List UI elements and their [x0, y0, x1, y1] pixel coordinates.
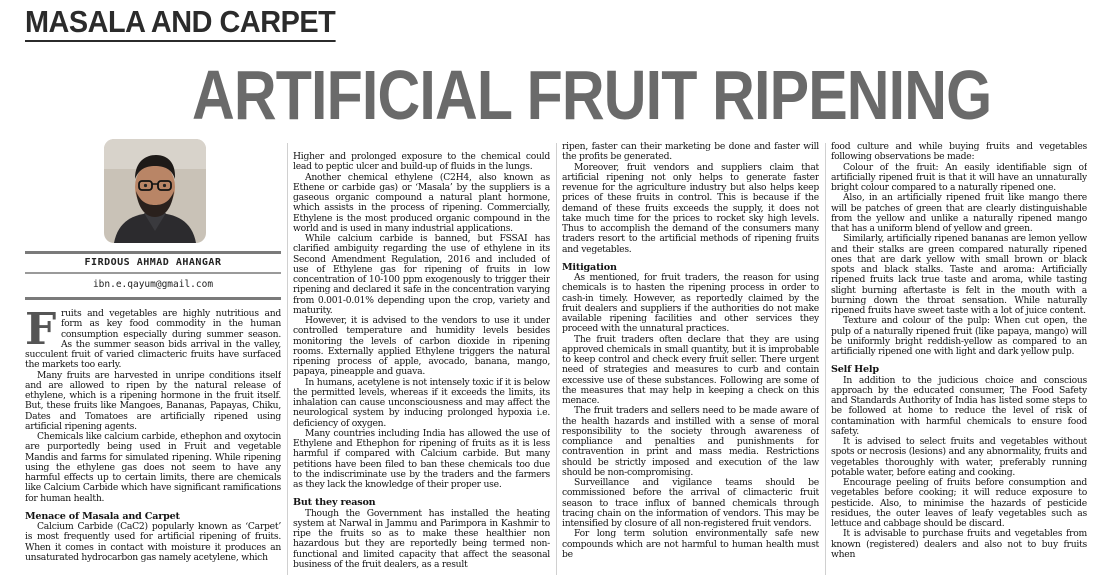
- paragraph: Another chemical ethylene (C2H4, also known as Ethene or carbide gas) or ‘Masala’ by the suppliers is a gaseous organic compound a natural plant hormone, which assists in the process of ripening. Commercially, Ethylene is the most produced organic compound in the world and is used in many industrial applications.: [293, 171, 550, 234]
- column-divider: [287, 143, 288, 575]
- paragraph: While calcium carbide is banned, but FSSAI has clarified ambiguity regarding the use of ethylene in its Second Amendment Regulation, 2016 and included of use of Ethylene gas for ripening of fruits in low concentration of 10-100 ppm exogenously to trigger their ripening and declared it safe in the concentration varying from 0.001-0.01% depending upon the crop, variety and maturity.: [293, 233, 550, 316]
- article-column-1: [25, 309, 281, 575]
- paragraph: Similarly, artificially ripened bananas are lemon yellow and their stalks are green compared naturally ripened ones that are dark yellow with small brown or black spots and black stalks. Taste and aroma: Artificially ripened fruits lack true taste and aroma, while tasting slight burning aftertaste is felt in the mouth with a burning down the throat sensation. While naturally ripened fruits have sweet taste with a lot of juice content.: [831, 233, 1087, 316]
- paragraph: Encourage peeling of fruits before consumption and vegetables before cooking; it will reduce exposure to pesticide. Also, to minimise the hazards of pesticide residues, the outer leaves of leafy vegetables such as lettuce and cabbage should be discard.: [831, 477, 1087, 529]
- paragraph: [25, 309, 281, 371]
- paragraph: food culture and while buying fruits and vegetables following observations be made:: [831, 142, 1087, 163]
- paragraph: Many countries including India has allowed the use of Ethylene and Ethephon for ripening of fruits as it is less harmful if compared with Calcium carbide. But many petitions have been filed to ban these chemicals too due to the indiscriminate use by the traders and the farmers as they lack the knowledge of their proper use.: [293, 427, 550, 490]
- paragraph: For long term solution environmentally safe new compounds which are not harmful to human health must be: [562, 528, 819, 560]
- lead-text: ruits and vegetables are highly nutritious and form as key food commodity in the human consumption especially during summer season. As the summer season bids arrival in the valley, succulent fruit of varied climacteric fruits have surfaced the markets too early.: [25, 309, 281, 371]
- paragraph: Also, in an artificially ripened fruit like mango there will be patches of green that are clearly distinguishable from the yellow and unlike a naturally ripened mango that has a uniform blend of yellow and green.: [831, 192, 1087, 234]
- paragraph: In humans, acetylene is not intensely toxic if it is below the permitted levels, whereas if it exceeds the limits, its inhalation can cause unconsciousness and may affect the neurological system by inducing prolonged hypoxia i.e. deficiency of oxygen.: [293, 376, 550, 429]
- paragraph: The fruit traders and sellers need to be made aware of the health hazards and instilled with a sense of moral responsibility to the society through awareness of compliance and penalties and punishments for contravention in print and mass media. Restrictions should be strictly imposed and execution of the law should be non-compromising.: [562, 405, 819, 478]
- paragraph: Surveillance and vigilance teams should be commissioned before the arrival of climacteric fruit season to trace influx of banned chemicals through tracing chain on the information of vendors. This may be intensified by closure of all non-registered fruit vendors.: [562, 477, 819, 529]
- drop-cap: F: [25, 309, 56, 355]
- paragraph: Calcium Carbide (CaC2) popularly known as ‘Carpet’ is most frequently used for artificial ripening of fruits. When it comes in contact with moisture it produces an unsaturated hydrocarbon gas namely acetylene, which: [25, 521, 281, 563]
- subheading: But they reason: [293, 497, 376, 509]
- author-name: FIRDOUS AHMAD AHANGAR: [84, 257, 222, 268]
- subheading: Self Help: [831, 364, 879, 376]
- byline-end-rule: [25, 297, 281, 300]
- article-column-3: [562, 142, 819, 575]
- paragraph: In addition to the judicious choice and conscious approach by the educated consumer, The Food Safety and Standards Authority of India has listed some steps to be followed at home to reduce the level of risk of contamination with harmful chemicals to ensure food safety.: [831, 374, 1087, 437]
- paragraph: Chemicals like calcium carbide, ethephon and oxytocin are purportedly being used in Fruit and vegetable Mandis and farms for simulated ripening. While ripening using the ethylene gas does not seem to have any harmful effects up to certain limits, there are chemicals like Calcium Carbide which have significant ramifications for human health.: [25, 431, 281, 504]
- article-column-2: [293, 152, 550, 575]
- paragraph: It is advised to select fruits and vegetables without spots or necrosis (lesions) and any abnormality, fruits and vegetables thoroughly with water, preferably running potable water, before eating and cooking.: [831, 436, 1087, 478]
- paragraph: Moreover, fruit vendors and suppliers claim that artificial ripening not only helps to generate faster revenue for the agriculture industry but also helps keep prices of these fruits in control. This is because if the demand of these fruits exceeds the supply, it does not take much time for the prices to rocket sky high levels. Thus to accomplish the demand of the consumers many traders resort to the artificial methods of ripening fruits and vegetables.: [562, 161, 819, 255]
- paragraph: Texture and colour of the pulp: When cut open, the pulp of a naturally ripened fruit (like papaya, mango) will be uniformly bright reddish-yellow as compared to an artificially ripened one with light and dark yellow pulp.: [831, 315, 1087, 357]
- section-label: MASALA AND CARPET: [25, 4, 335, 42]
- paragraph: Many fruits are harvested in unripe conditions itself and are allowed to ripen by the natural release of ethylene, which is a ripening hormone in the fruit itself. But, these fruits like Mangoes, Bananas, Papayas, Chiku, Dates and Tomatoes are artificially ripened using artificial ripening agents.: [25, 369, 281, 432]
- byline-top-rule: [25, 251, 281, 254]
- author-email[interactable]: ibn.e.qayum@gmail.com: [92, 279, 214, 290]
- subheading: Menace of Masala and Carpet: [25, 510, 180, 522]
- column-divider: [556, 143, 557, 575]
- paragraph: As mentioned, for fruit traders, the reason for using chemicals is to hasten the ripening process in order to cash-in timely. However, as reportedly claimed by the fruit dealers and suppliers if the authorities do not make available ripening facilities and other services they proceed with the unnatural practices.: [562, 272, 819, 335]
- paragraph: Higher and prolonged exposure to the chemical could lead to peptic ulcer and build-up of fluids in the lungs.: [293, 152, 550, 173]
- paragraph: Colour of the fruit: An easily identifiable sign of artificially ripened fruit is that it will have an unnaturally bright colour compared to a naturally ripened one.: [831, 161, 1087, 193]
- author-portrait-icon: [104, 139, 206, 243]
- paragraph: ripen, faster can their marketing be done and faster will the profits be generated.: [562, 142, 819, 163]
- article-headline: ARTIFICIAL FRUIT RIPENING: [192, 56, 992, 134]
- article-column-4: [831, 142, 1087, 575]
- column-divider: [825, 143, 826, 575]
- paragraph: Though the Government has installed the heating system at Narwal in Jammu and Parimpora in Kashmir to ripe the fruits so as to make these healthier non hazardous but they are reportedly being termed non-functional and limited capacity that affect the seasonal business of the fruit dealers, as a result: [293, 507, 550, 570]
- paragraph: The fruit traders often declare that they are using approved chemicals in small quantity, but it is improbable to keep control and check every fruit seller. There urgent need of strategies and measures to curb and contain excessive use of these substances. Following are some of the measures that may help in keeping a check on this menace.: [562, 333, 819, 406]
- author-photo: [104, 139, 206, 243]
- paragraph: However, it is advised to the vendors to use it under controlled temperature and humidity levels besides monitoring the levels of carbon dioxide in ripening rooms. Externally applied Ethylene triggers the natural ripening process of apple, avocado, banana, mango, papaya, pineapple and guava.: [293, 315, 550, 378]
- paragraph: It is advisable to purchase fruits and vegetables from known (registered) dealers and also not to buy fruits when: [831, 528, 1087, 560]
- byline-bottom-rule: [25, 272, 281, 274]
- subheading: Mitigation: [562, 261, 617, 273]
